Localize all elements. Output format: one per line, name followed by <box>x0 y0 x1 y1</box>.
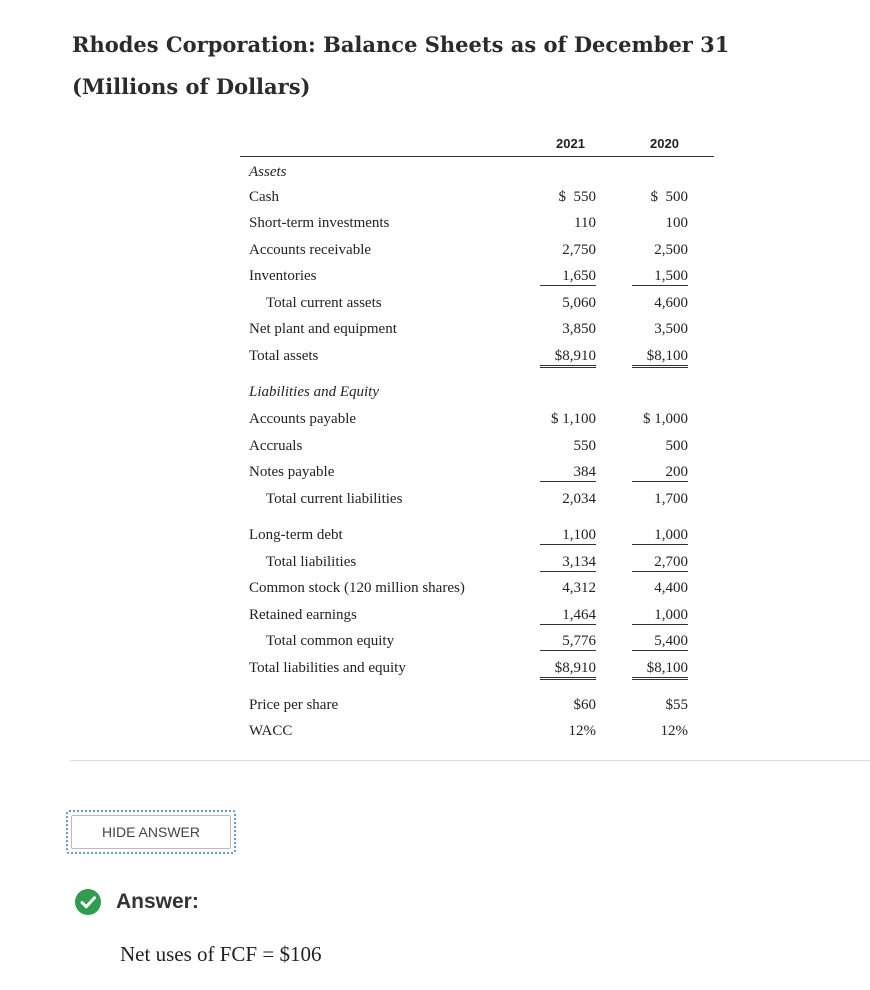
table-row <box>240 723 714 743</box>
row-label: Total common equity <box>266 633 395 649</box>
value-2021: $ 550 <box>558 189 596 205</box>
value-2021: $8,910 <box>540 660 596 680</box>
row-label: Liabilities and Equity <box>249 384 379 400</box>
value-2020: 2,700 <box>632 554 688 572</box>
value-2021: 1,100 <box>540 527 596 545</box>
header-rule <box>240 156 714 157</box>
row-label: Net plant and equipment <box>249 321 397 337</box>
value-2020: 4,400 <box>654 580 688 596</box>
row-label: Cash <box>249 189 279 205</box>
row-label: Total current liabilities <box>266 491 403 507</box>
section-heading <box>240 384 714 404</box>
table-row <box>240 438 714 458</box>
value-2021: 3,850 <box>562 321 596 337</box>
value-2021: 4,312 <box>562 580 596 596</box>
row-label: Accruals <box>249 438 303 454</box>
table-row <box>240 242 714 262</box>
value-2021: $8,910 <box>540 348 596 368</box>
section-divider <box>70 760 870 761</box>
row-label: Total current assets <box>266 295 382 311</box>
year-header-2020: 2020 <box>650 136 679 151</box>
value-2020: $ 1,000 <box>643 411 688 427</box>
value-2020: 5,400 <box>632 633 688 651</box>
year-header-2021: 2021 <box>556 136 585 151</box>
value-2021: $ 1,100 <box>551 411 596 427</box>
table-row <box>240 660 714 680</box>
value-2020: 200 <box>632 464 688 482</box>
row-label: Assets <box>249 164 287 180</box>
value-2020: 12% <box>660 723 688 739</box>
answer-text: Net uses of FCF = $106 <box>120 942 322 966</box>
table-row <box>240 268 714 288</box>
hide-answer-label: HIDE ANSWER <box>71 815 231 849</box>
table-row <box>240 554 714 574</box>
check-circle-icon <box>74 888 102 916</box>
table-row <box>240 607 714 627</box>
value-2020: 1,500 <box>632 268 688 286</box>
value-2021: 1,464 <box>540 607 596 625</box>
row-label: Inventories <box>249 268 317 284</box>
table-row <box>240 215 714 235</box>
value-2021: $60 <box>573 697 596 713</box>
value-2021: 1,650 <box>540 268 596 286</box>
answer-heading <box>74 886 199 918</box>
value-2021: 5,060 <box>562 295 596 311</box>
table-row <box>240 348 714 368</box>
table-row <box>240 633 714 653</box>
value-2020: $55 <box>665 697 688 713</box>
hide-answer-button[interactable] <box>66 810 236 854</box>
row-label: Total assets <box>249 348 319 364</box>
answer-label: Answer: <box>116 890 199 913</box>
row-label: Common stock (120 million shares) <box>249 580 465 596</box>
row-label: Notes payable <box>249 464 335 480</box>
value-2020: $8,100 <box>632 348 688 368</box>
value-2020: 100 <box>665 215 688 231</box>
value-2020: 1,000 <box>632 607 688 625</box>
value-2021: 110 <box>574 215 596 231</box>
value-2021: 550 <box>573 438 596 454</box>
table-row <box>240 411 714 431</box>
value-2021: 12% <box>568 723 596 739</box>
page-title: Rhodes Corporation: Balance Sheets as of December 31 (Millions of Dollars) <box>72 32 730 99</box>
row-label: Accounts receivable <box>249 242 372 258</box>
value-2021: 2,750 <box>562 242 596 258</box>
row-label: Retained earnings <box>249 607 357 623</box>
row-label: Price per share <box>249 697 339 713</box>
row-label: Accounts payable <box>249 411 357 427</box>
value-2021: 2,034 <box>562 491 596 507</box>
table-row <box>240 491 714 511</box>
table-row <box>240 464 714 484</box>
value-2020: 500 <box>665 438 688 454</box>
row-label: Long-term debt <box>249 527 343 543</box>
row-label: Total liabilities <box>266 554 357 570</box>
value-2020: $ 500 <box>650 189 688 205</box>
value-2021: 5,776 <box>540 633 596 651</box>
value-2021: 3,134 <box>540 554 596 572</box>
table-row <box>240 580 714 600</box>
table-row <box>240 321 714 341</box>
value-2021: 384 <box>540 464 596 482</box>
table-row <box>240 189 714 209</box>
value-2020: $8,100 <box>632 660 688 680</box>
table-row <box>240 697 714 717</box>
value-2020: 4,600 <box>654 295 688 311</box>
value-2020: 1,000 <box>632 527 688 545</box>
row-label: WACC <box>249 723 293 739</box>
row-label: Short-term investments <box>249 215 390 231</box>
row-label: Total liabilities and equity <box>249 660 406 676</box>
value-2020: 1,700 <box>654 491 688 507</box>
table-row <box>240 295 714 315</box>
section-heading <box>240 164 714 184</box>
value-2020: 3,500 <box>654 321 688 337</box>
value-2020: 2,500 <box>654 242 688 258</box>
table-row <box>240 527 714 547</box>
